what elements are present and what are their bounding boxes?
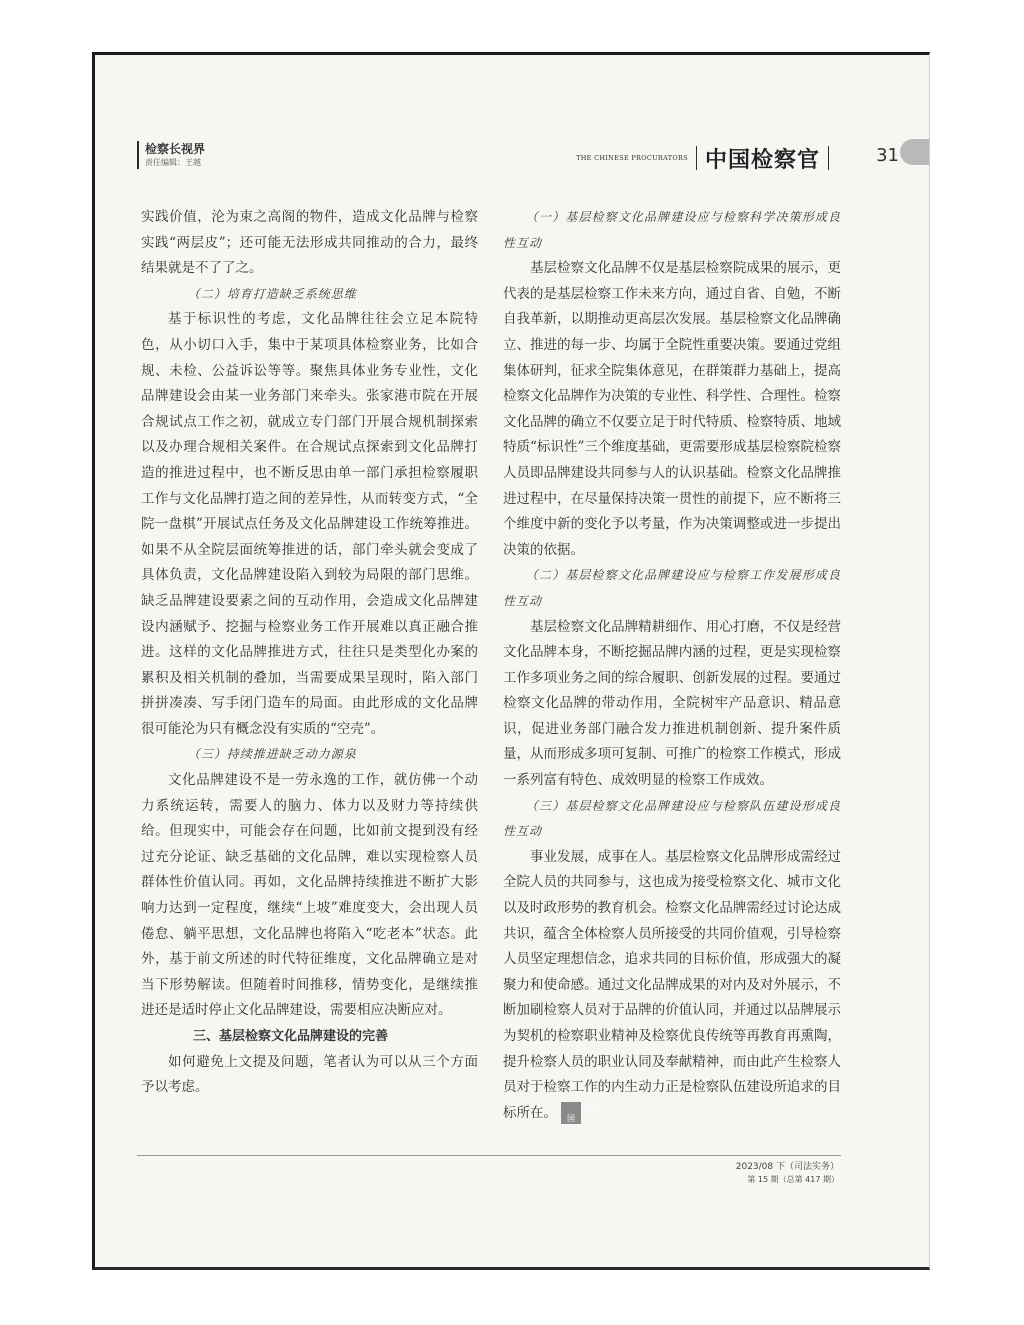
page-footer — [736, 1161, 839, 1186]
body-paragraph: 基层检察文化品牌不仅是基层检察院成果的展示，更代表的是基层检察工作未来方向，通过自省、自勉，不断自我革新，以期推动更高层次发展。基层检察文化品牌确立、推进的每一步、均属于全院性重要决策。要通过党组集体研判，征求全院集体意见，在群策群力基础上，提高检察文化品牌作为决策的专业性、科学性、合理性。检察文化品牌的确立不仅要立足于时代特质、检察特质、地域特质“标识性”三个维度基础，更需要形成基层检察院检察人员即品牌建设共同参与人的认识基础。检察文化品牌推进过程中，在尽量保持决策一贯性的前提下，应不断将三个维度中新的变化予以考量，作为决策调整或进一步提出决策的依据。 — [503, 260, 841, 558]
footer-divider — [137, 1155, 841, 1156]
right-column — [503, 205, 841, 1126]
brand-divider — [696, 146, 697, 170]
page-header — [137, 141, 899, 181]
end-of-article-mark: 中国 — [561, 1102, 581, 1124]
section-heading: 三、基层检察文化品牌建设的完善 — [193, 1029, 389, 1044]
magazine-brand — [576, 141, 829, 175]
body-paragraph: 文化品牌建设不是一劳永逸的工作，就仿佛一个动力系统运转，需要人的脑力、体力以及财力等持续供给。但现实中，可能会存在问题，比如前文提到没有经过充分论证、缺乏基础的文化品牌，难以实现检察人员群体性价值认同。再如，文化品牌持续推进不断扩大影响力达到一定程度，继续“上坡”难度变大，会出现人员倦怠、躺平思想，文化品牌也将陷入“吃老本”状态。此外，基于前文所述的时代特征维度，文化品牌确立是对当下形势解读。但随着时间推移，情势变化，是继续推进还是适时停止文化品牌建设，需要相应决断应对。 — [141, 772, 478, 1019]
volume-info: 第 15 期（总第 417 期） — [747, 1175, 839, 1184]
editor-credit: 责任编辑：王越 — [145, 158, 201, 167]
subsection-heading: （二）培育打造缺乏系统思维 — [187, 286, 357, 301]
scanned-page — [92, 52, 930, 1270]
left-column — [141, 205, 478, 1101]
subsection-heading: （三）基层检察文化品牌建设应与检察队伍建设形成良性互动 — [503, 798, 841, 839]
body-paragraph: 基层检察文化品牌精耕细作、用心打磨，不仅是经营文化品牌本身，不断挖掘品牌内涵的过程，更是实现检察工作多项业务之间的综合履职、创新发展的过程。要通过检察文化品牌的带动作用，全院树牢产品意识、精品意识，促进业务部门融合发力推进机制创新、提升案件质量，从而形成多项可复制、可推广的检察工作模式，形成一系列富有特色、成效明显的检察工作成效。 — [503, 618, 841, 789]
subsection-heading: （二）基层检察文化品牌建设应与检察工作发展形成良性互动 — [503, 568, 841, 608]
brand-divider — [828, 146, 829, 170]
body-paragraph: 事业发展，成事在人。基层检察文化品牌形成需经过全院人员的共同参与，这也成为接受检察文化、城市文化以及时政形势的教育机会。检察文化品牌需经过讨论达成共识，蕴含全体检察人员所接受的共同价值观，引导检察人员坚定理想信念，追求共同的目标价值，形成强大的凝聚力和使命感。通过文化品牌成果的对内及对外展示，不断加刷检察人员对于品牌的价值认同，并通过以品牌展示为契机的检察职业精神及检察优良传统等再教育再熏陶，提升检察人员的职业认同及奉献精神，而由此产生检察人员对于检察工作的内生动力正是检察队伍建设所追求的目标所在。 中国 — [503, 848, 841, 1124]
body-paragraph: 基于标识性的考虑，文化品牌往往会立足本院特色，从小切口入手，集中于某项具体检察业务，比如合规、未检、公益诉讼等等。聚焦具体业务专业性，文化品牌建设会由某一业务部门来牵头。张家港市院在开展合规试点工作之初，就成立专门部门开展合规机制探索以及办理合规相关案件。在合规试点探索到文化品牌打造的推进过程中，也不断反思由单一部门承担检察履职工作与文化品牌打造之间的差异性，从而转变方式，“全院一盘棋”开展试点任务及文化品牌建设工作统筹推进。如果不从全院层面统筹推进的话，部门牵头就会变成了具体负责，文化品牌建设陷入到较为局限的部门思维。缺乏品牌建设要素之间的互动作用，会造成文化品牌建设内涵赋予、挖掘与检察业务工作开展难以真正融合推进。这样的文化品牌推进方式，往往只是类型化办案的累积及相关机制的叠加，当需要成果呈现时，陷入部门拼拼凑凑、写手闭门造车的局面。由此形成的文化品牌很可能沦为只有概念没有实质的“空壳”。 — [141, 311, 478, 737]
column-title: 检察长视界 — [145, 142, 206, 156]
subsection-heading: （三）持续推进缺乏动力源泉 — [187, 747, 357, 762]
subsection-heading: （一）基层检察文化品牌建设应与检察科学决策形成良性互动 — [503, 210, 841, 250]
body-paragraph: 如何避免上文提及问题，笔者认为可以从三个方面予以考虑。 — [141, 1053, 478, 1096]
issue-info: 2023/08 下（司法实务） — [735, 1162, 839, 1172]
brand-chinese: 中国检察官 — [704, 146, 820, 173]
page-tab-marker — [900, 139, 930, 165]
page-number: 31 — [876, 145, 899, 166]
column-title-block — [137, 141, 205, 169]
brand-english: THE CHINESE PROCURATORS — [576, 154, 688, 162]
body-paragraph: 实践价值，沦为束之高阁的物件，造成文化品牌与检察实践“两层皮”；还可能无法形成共同推动的合力，最终结果就是不了了之。 — [141, 209, 478, 277]
